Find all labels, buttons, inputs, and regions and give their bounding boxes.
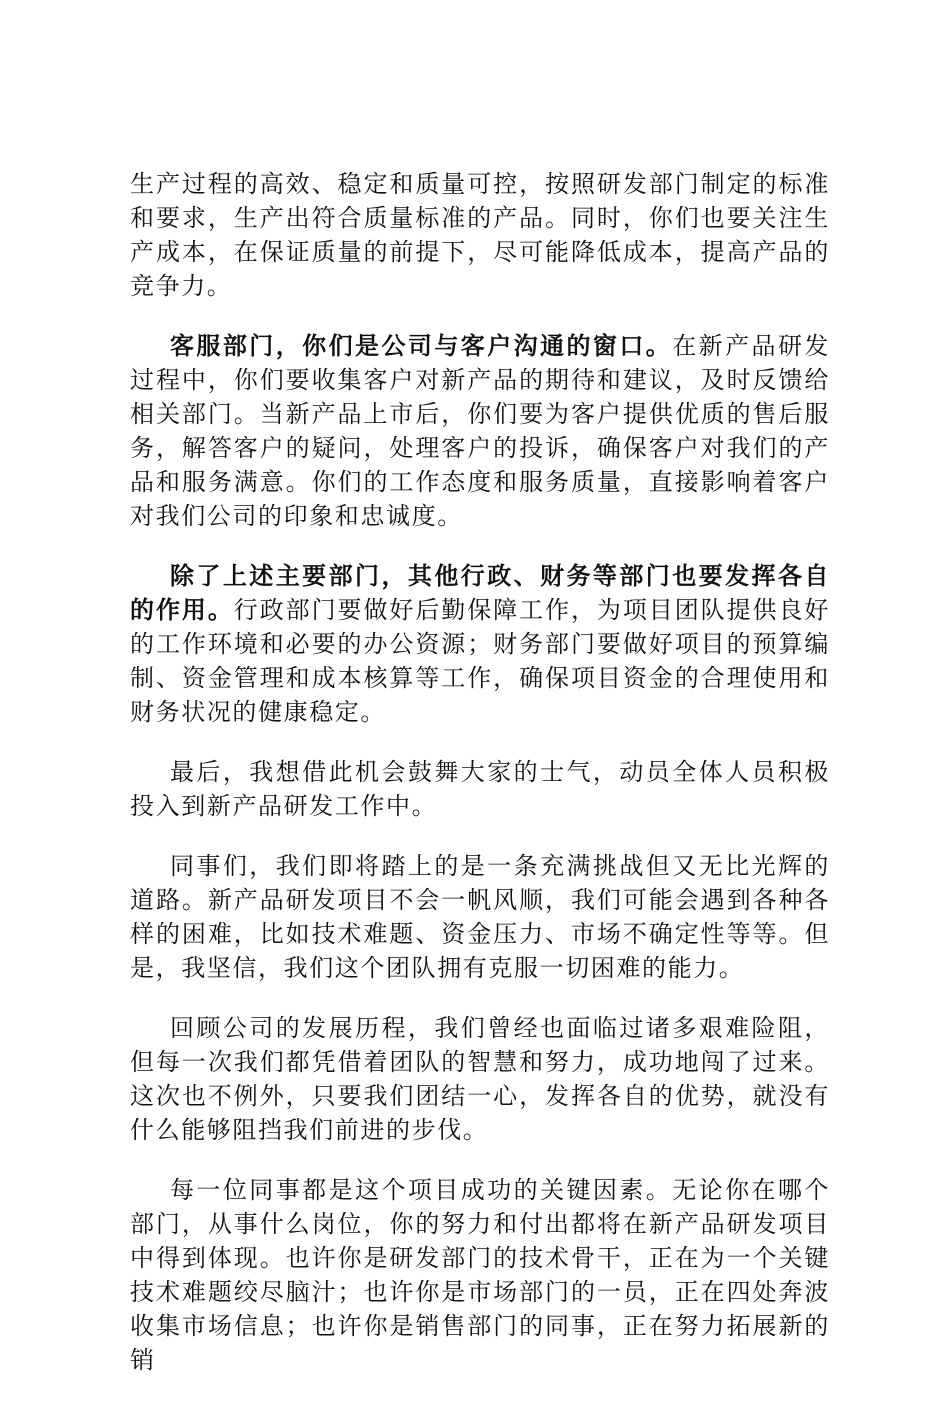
paragraph-text: 行政部门要做好后勤保障工作，为项目团队提供良好的工作环境和必要的办公资源；财务部门要做好项目的预算编制、资金管理和成本核算等工作，确保项目资金的合理使用和财务状况的健康稳定。 (130, 596, 830, 726)
paragraph-text: 同事们，我们即将踏上的是一条充满挑战但又无比光辉的道路。新产品研发项目不会一帆风顺，我们可能会遇到各种各样的困难，比如技术难题、资金压力、市场不确定性等等。但是，我坚信，我们这个团队拥有克服一切困难的能力。 (130, 852, 830, 982)
paragraph-text: 生产过程的高效、稳定和质量可控，按照研发部门制定的标准和要求，生产出符合质量标准的产品。同时，你们也要关注生产成本，在保证质量的前提下，尽可能降低成本，提高产品的竞争力。 (130, 170, 830, 300)
paragraph-other-departments (130, 559, 830, 729)
paragraph-production (130, 167, 830, 303)
document-body (130, 167, 830, 1403)
paragraph-lead: 除了上述主要部门，其他行政、财务等部门也要发挥各自的作用。 (130, 561, 830, 624)
paragraph-text: 每一位同事都是这个项目成功的关键因素。无论你在哪个部门，从事什么岗位，你的努力和付出都将在新产品研发项目中得到体现。也许你是研发部门的技术骨干，正在为一个关键技术难题绞尽脑汁；也许你是市场部门的一员，正在四处奔波收集市场信息；也许你是销售部门的同事，正在努力拓展新的销 (130, 1176, 830, 1374)
paragraph-challenges (130, 849, 830, 985)
paragraph-lead: 客服部门，你们是公司与客户沟通的窗口。 (170, 331, 673, 360)
paragraph-text: 回顾公司的发展历程，我们曾经也面临过诸多艰难险阻，但每一次我们都凭借着团队的智慧和努力，成功地闯了过来。这次也不例外，只要我们团结一心，发挥各自的优势，就没有什么能够阻挡我们前进的步伐。 (130, 1014, 830, 1144)
paragraph-text: 最后，我想借此机会鼓舞大家的士气，动员全体人员积极投入到新产品研发工作中。 (130, 758, 830, 820)
paragraph-history (130, 1011, 830, 1147)
paragraph-colleagues (130, 1173, 830, 1377)
paragraph-morale (130, 755, 830, 823)
paragraph-customer-service (130, 329, 830, 533)
paragraph-text: 在新产品研发过程中，你们要收集客户对新产品的期待和建议，及时反馈给相关部门。当新产品上市后，你们要为客户提供优质的售后服务，解答客户的疑问，处理客户的投诉，确保客户对我们的产品和服务满意。你们的工作态度和服务质量，直接影响着客户对我们公司的印象和忠诚度。 (130, 332, 830, 530)
